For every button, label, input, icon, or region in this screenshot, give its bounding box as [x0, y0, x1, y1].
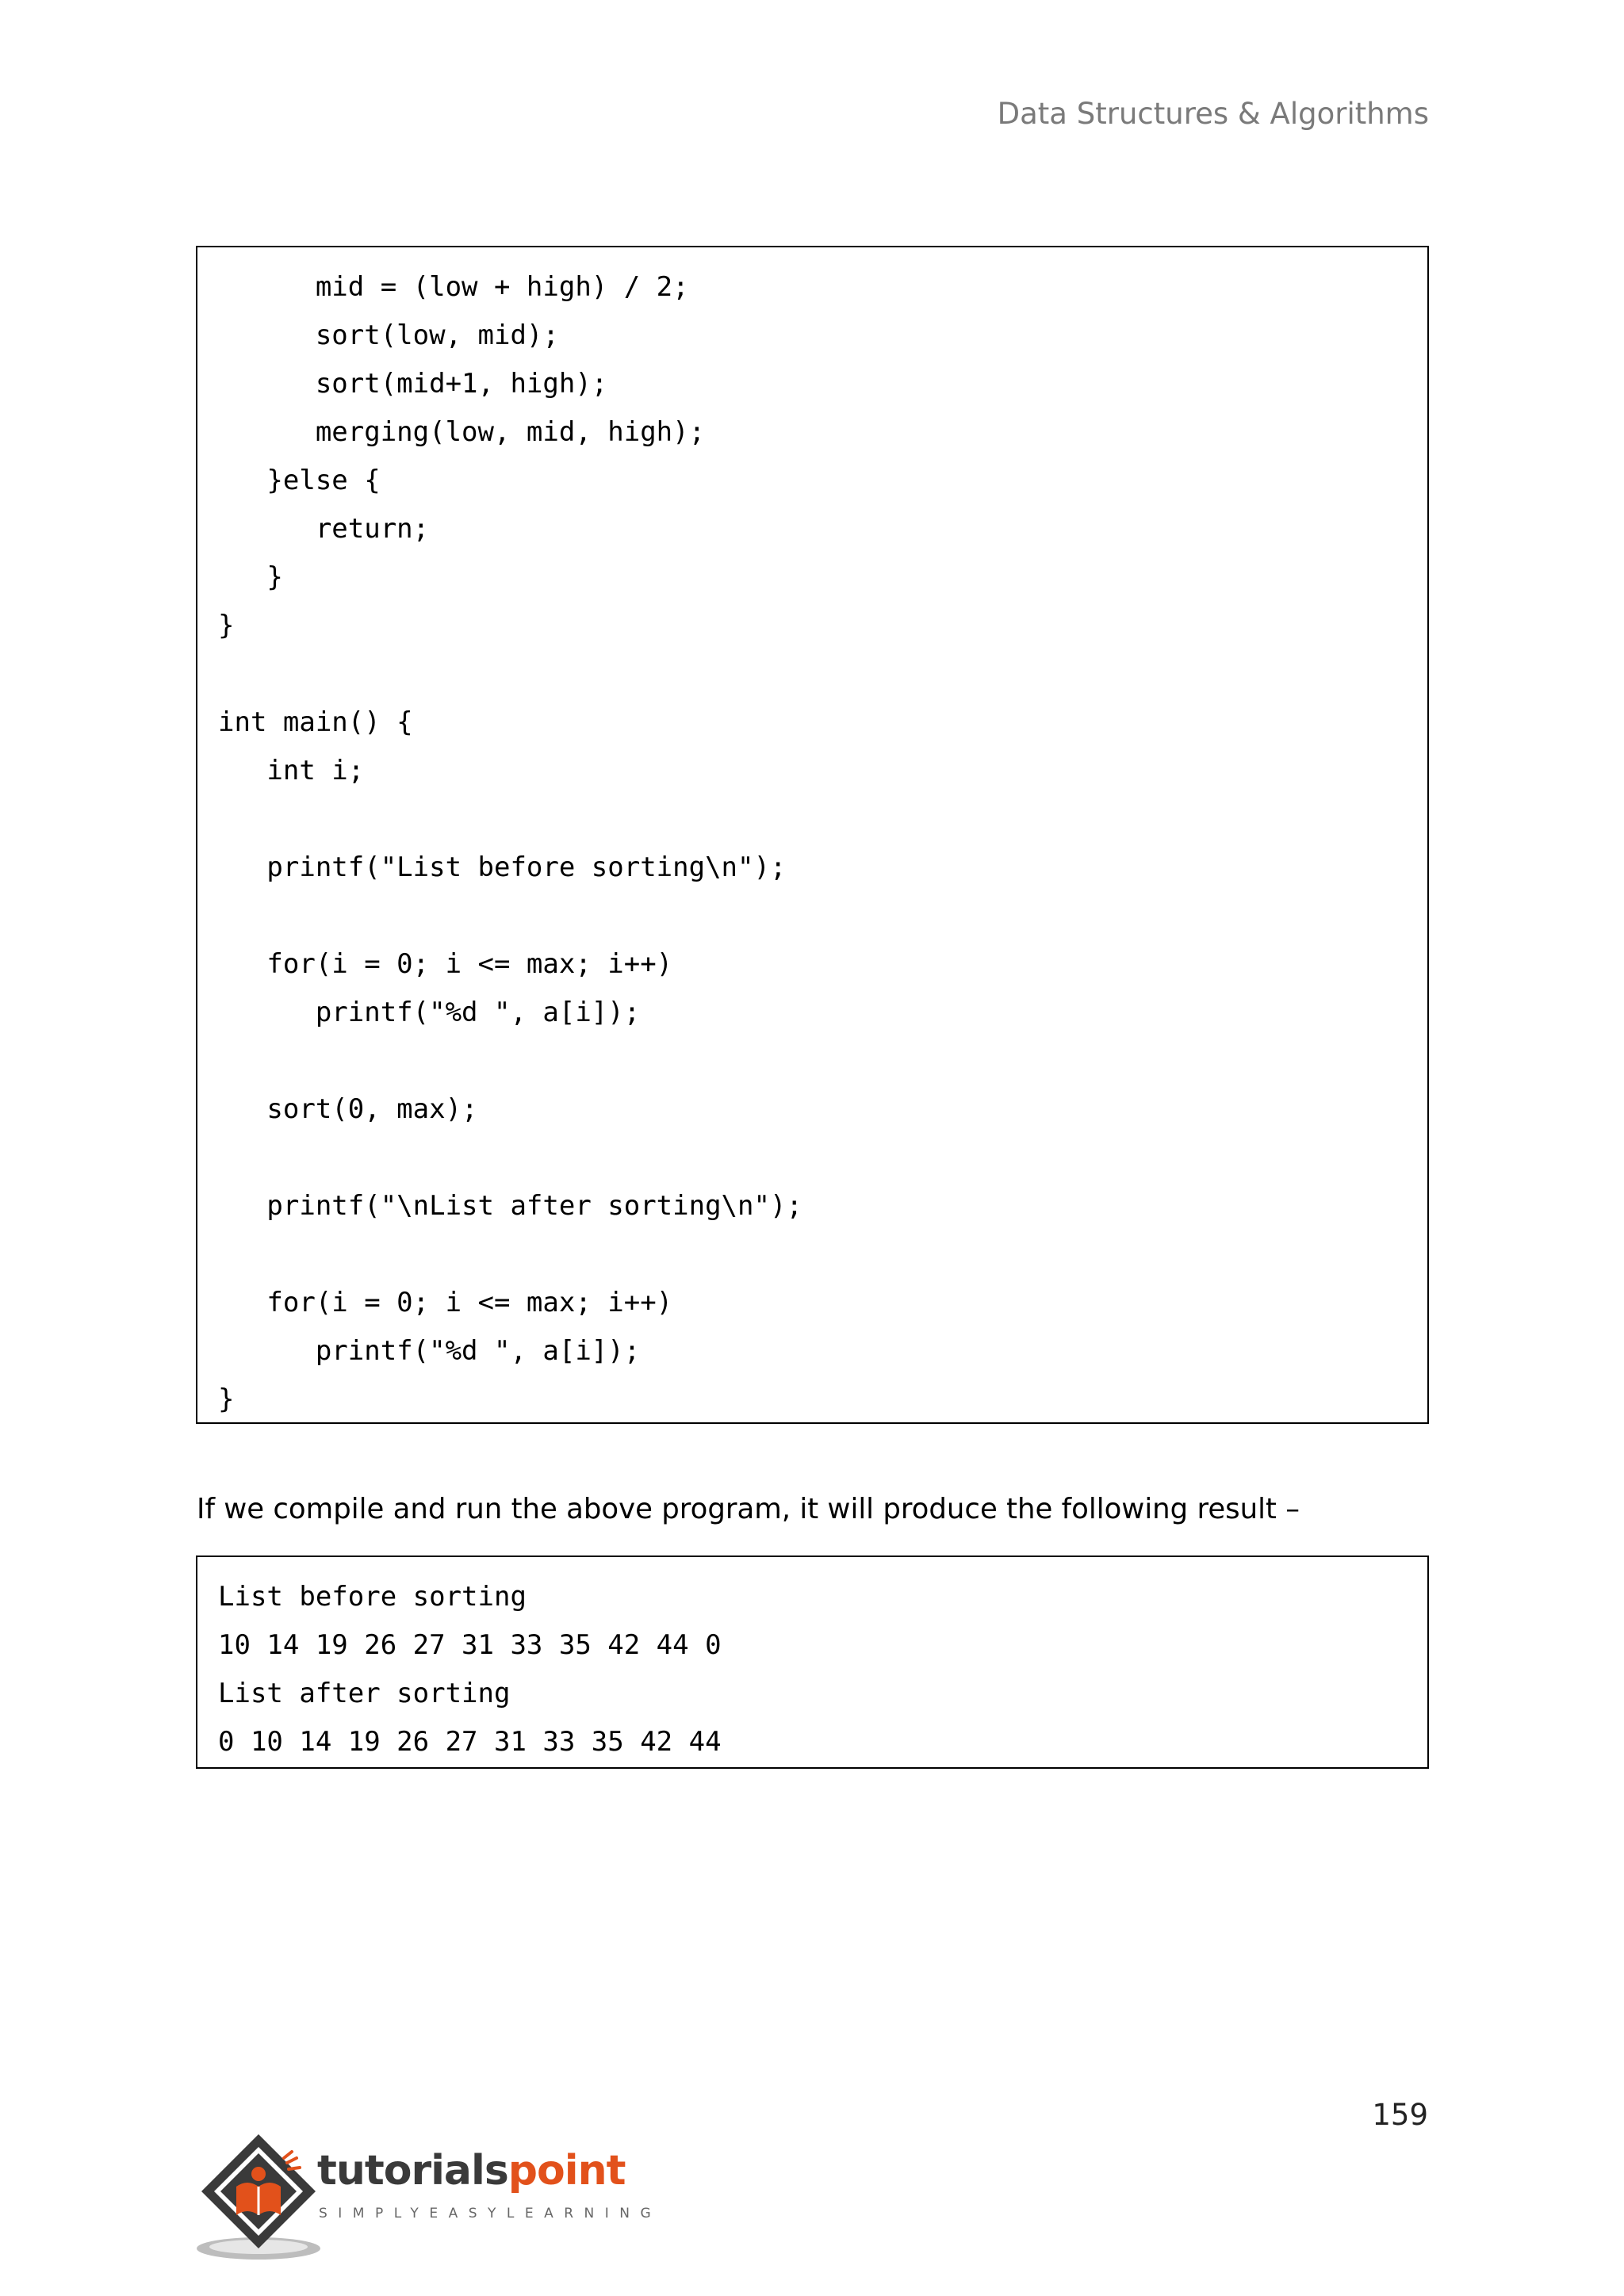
- code-line: printf("\nList after sorting\n");: [218, 1190, 802, 1222]
- logo-word-tutorials: tutorials: [317, 2147, 508, 2195]
- code-line: [218, 795, 1427, 844]
- logo-tagline: SIMPLYEASYLEARNING: [319, 2206, 662, 2221]
- code-line: int i;: [218, 755, 365, 786]
- code-line: mid = (low + high) / 2;: [218, 271, 689, 303]
- code-block: [196, 246, 1429, 1424]
- code-line: [218, 650, 1427, 698]
- output-intro-paragraph: If we compile and run the above program, it will produce the following result –: [197, 1493, 1300, 1525]
- code-line: merging(low, mid, high);: [218, 416, 706, 448]
- code-line: }else {: [218, 465, 381, 496]
- code-line: return;: [218, 513, 430, 545]
- code-line: for(i = 0; i <= max; i++): [218, 948, 673, 980]
- code-line: printf("%d ", a[i]);: [218, 997, 641, 1028]
- code-line: sort(0, max);: [218, 1093, 478, 1125]
- logo-word-point: point: [508, 2147, 626, 2195]
- code-line: for(i = 0; i <= max; i++): [218, 1287, 673, 1318]
- code-line: sort(low, mid);: [218, 320, 559, 351]
- code-line: printf("%d ", a[i]);: [218, 1335, 641, 1367]
- logo-diamond-icon: [195, 2130, 322, 2264]
- running-header: Data Structures & Algorithms: [997, 97, 1429, 131]
- code-line: }: [218, 1383, 235, 1415]
- code-line: [218, 1037, 1427, 1085]
- logo-wordmark: [317, 2147, 625, 2195]
- code-line: [218, 1230, 1427, 1279]
- code-line: [218, 892, 1427, 940]
- code-line: int main() {: [218, 706, 413, 738]
- code-line: [218, 1134, 1427, 1182]
- output-line: List after sorting: [218, 1678, 511, 1709]
- page-number: 159: [1372, 2098, 1428, 2132]
- output-line: 10 14 19 26 27 31 33 35 42 44 0: [218, 1629, 722, 1661]
- output-line: List before sorting: [218, 1581, 527, 1613]
- code-line: }: [218, 561, 283, 593]
- output-line: 0 10 14 19 26 27 31 33 35 42 44: [218, 1726, 722, 1758]
- code-line: sort(mid+1, high);: [218, 368, 608, 400]
- tutorialspoint-logo: [195, 2130, 662, 2264]
- code-line: printf("List before sorting\n");: [218, 851, 787, 883]
- code-line: }: [218, 610, 235, 641]
- output-block: [196, 1556, 1429, 1769]
